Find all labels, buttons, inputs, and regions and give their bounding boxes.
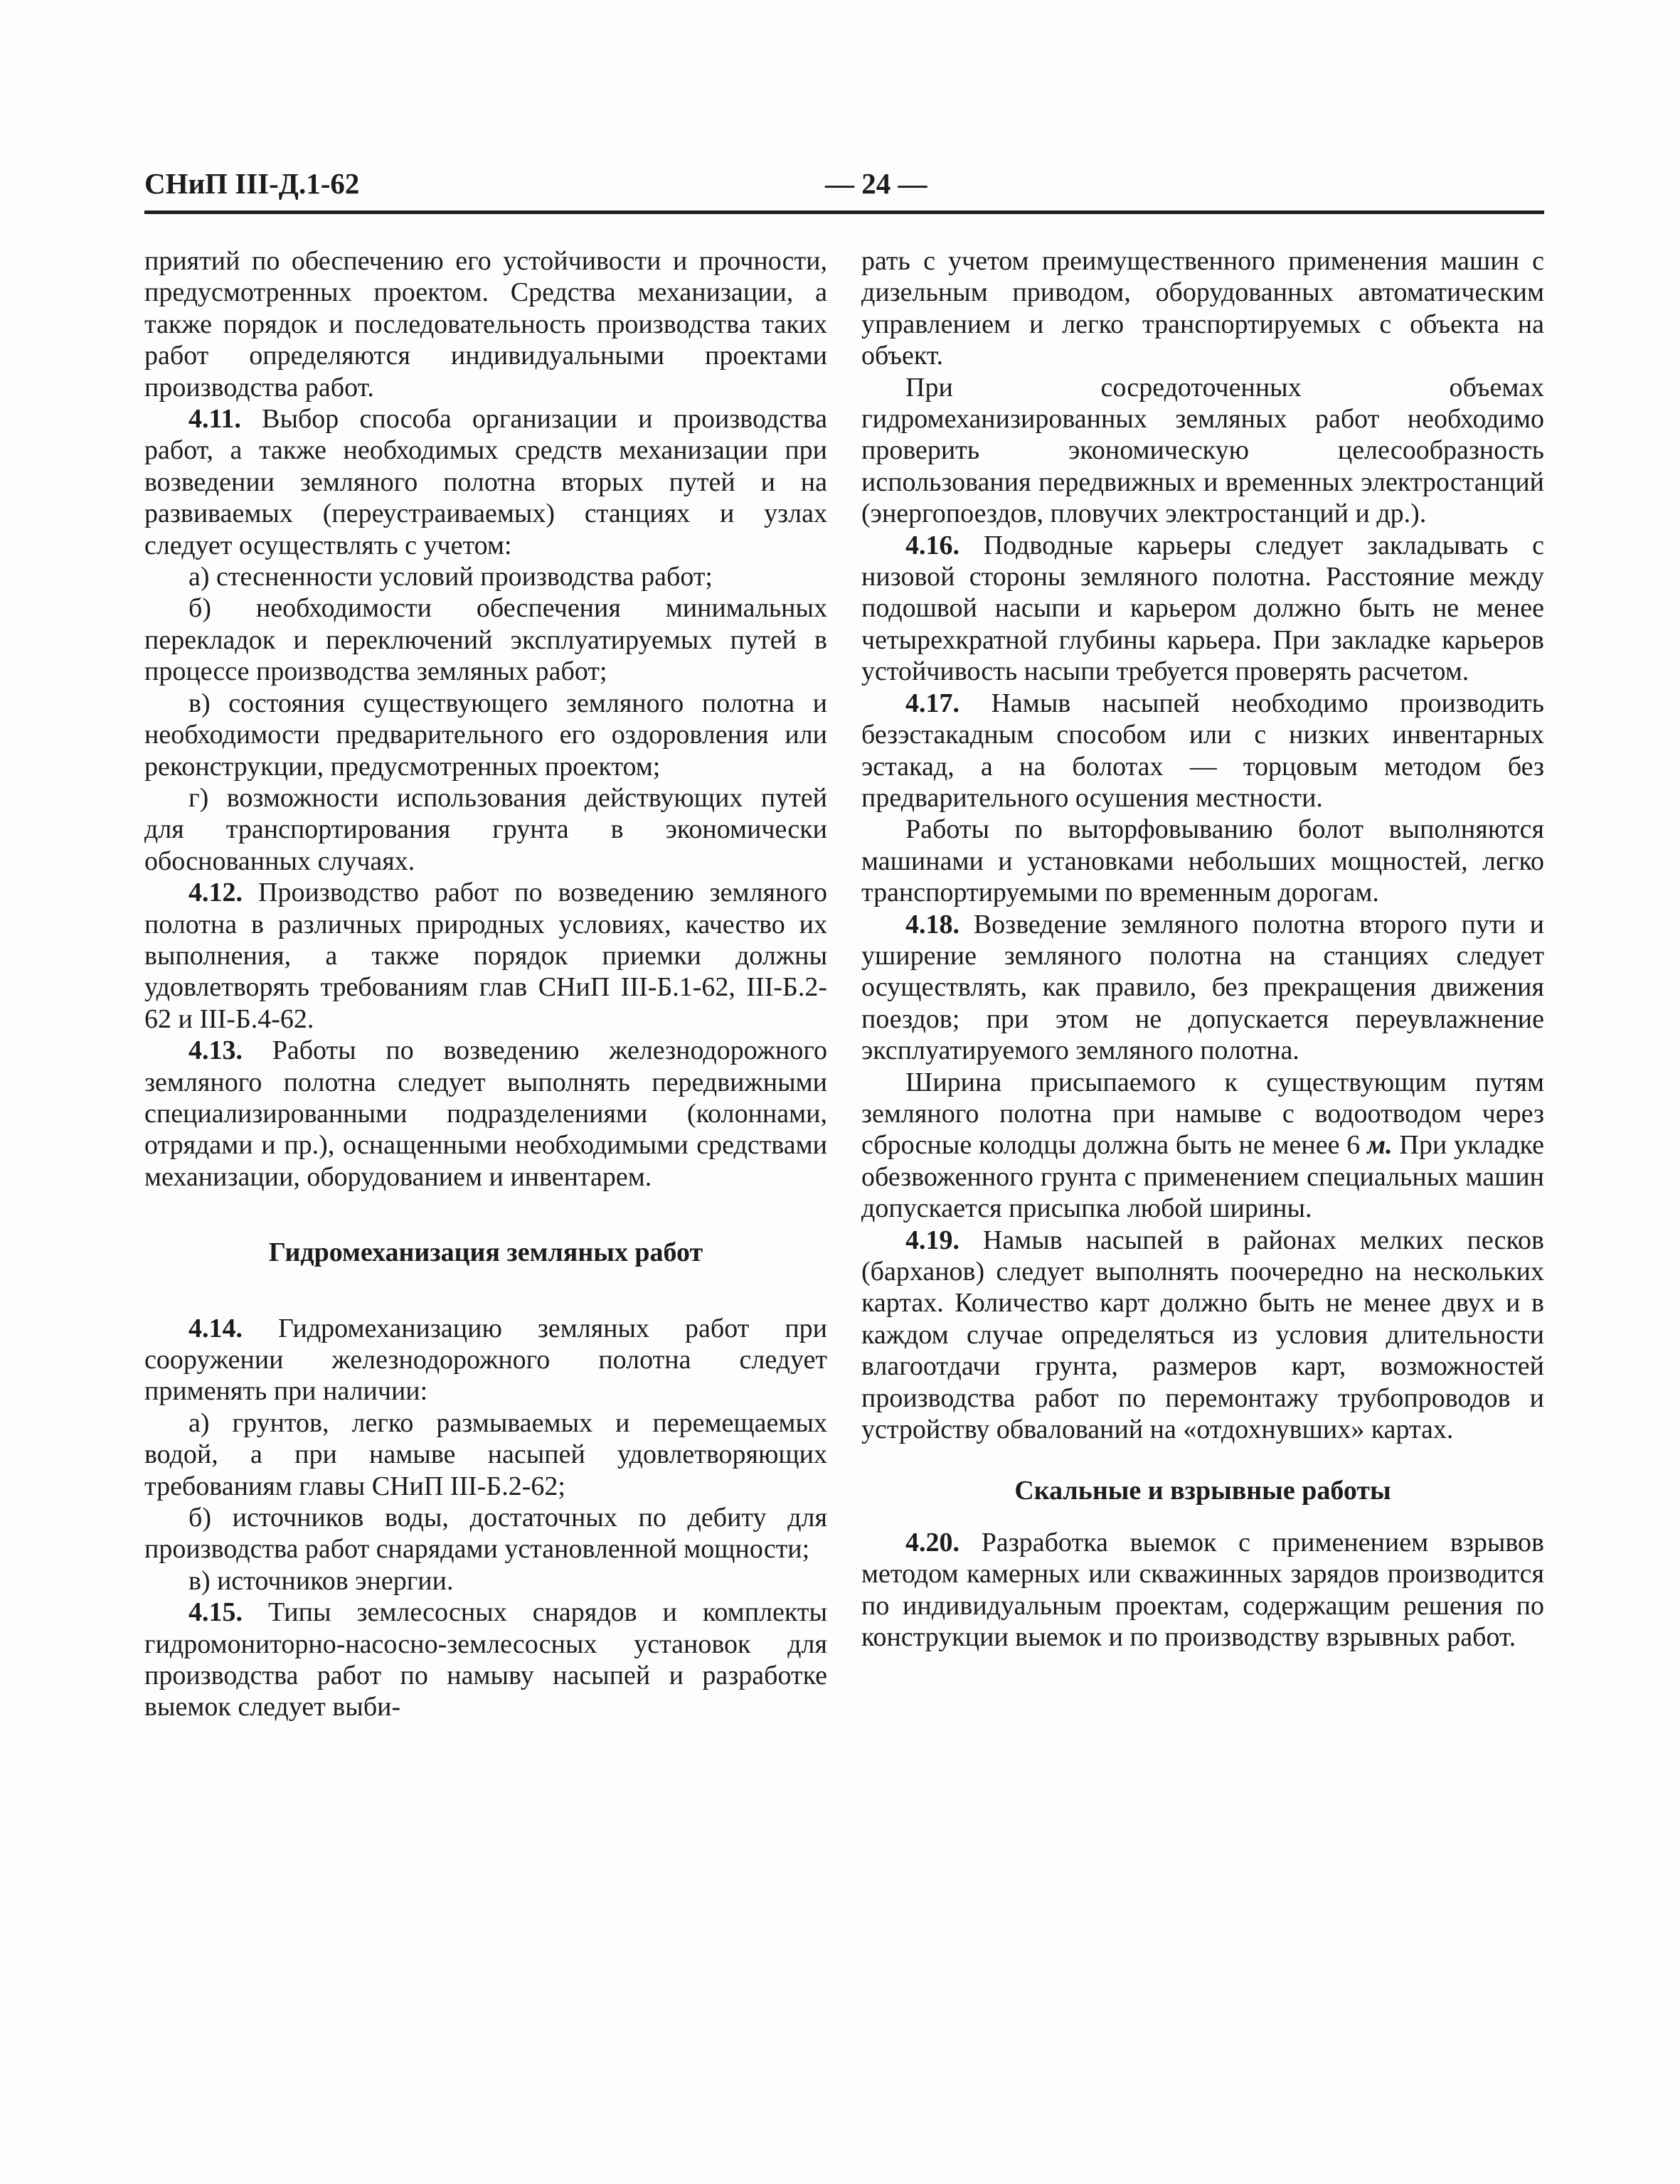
paragraph: При сосредоточенных объемах гидромеханизированных земляных работ необходимо проверить экономическую целесообразность использования передвижных и временных электростанций (энергопоездов, пловучих электростанций и др.).	[861, 372, 1544, 529]
clause-text: Намыв насыпей в районах мелких песков (барханов) следует выполнять поочередно на нескольких картах. Количество карт должно быть не менее двух и в каждом случае определяться из условия длительности влагоотдачи грунта, размеров карт, возможностей производства работ по перемонтажу трубопроводов и устройству обвалований на «отдохнувших» картах.	[861, 1225, 1544, 1445]
clause-text: Гидромеханизацию земляных работ при сооружении железнодорожного полотна следует применять при наличии:	[144, 1313, 827, 1407]
clause-number: 4.12.	[188, 878, 243, 908]
section-heading-rock-blasting: Скальные и взрывные работы	[1014, 1476, 1391, 1506]
list-item: а) стесненности условий производства работ;	[188, 562, 713, 592]
clause-text: Производство работ по возведению земляного полотна в различных природных условиях, качество их выполнения, а также порядок приемки должны удовлетворять требованиям глав СНиП III-Б.1-62, III-Б.2-62 и III-Б.4-62.	[144, 878, 827, 1034]
clause-number: 4.13.	[188, 1035, 243, 1066]
list-item: а) грунтов, легко размываемых и перемещаемых водой, а при намыве насыпей удовлетворяющих требованиям главы СНиП III-Б.2-62;	[144, 1407, 827, 1501]
clause-4-15	[144, 1597, 827, 1723]
clause-4-12	[144, 877, 827, 1035]
header-rule	[144, 211, 1544, 214]
page-number: — 24 —	[825, 167, 927, 200]
clause-number: 4.20.	[905, 1527, 959, 1557]
paragraph: рать с учетом преимущественного применения машин с дизельным приводом, оборудованных автоматическим управлением и легко транспортируемых с объекта на объект.	[861, 246, 1544, 371]
clause-4-17	[861, 688, 1544, 814]
clause-text: Работы по возведению железнодорожного земляного полотна следует выполнять передвижными специализированными подразделениями (колоннами, отрядами и пр.), оснащенными необходимыми средствами механизации, оборудованием и инвентарем.	[144, 1035, 827, 1192]
clause-text: Выбор способа организации и производства работ, а также необходимых средств механизации при возведении земляного полотна вторых путей и на развиваемых (переустраиваемых) станциях и узлах следует осуществлять с учетом:	[144, 404, 827, 560]
clause-text: Разработка выемок с применением взрывов методом камерных или скважинных зарядов производится по индивидуальным проектам, содержащим решения по конструкции выемок и по производству взрывных работ.	[861, 1527, 1544, 1653]
text-fragment: При укладке обезвоженного грунта с применением специальных машин допускается присыпка любой ширины.	[861, 1130, 1544, 1224]
clause-4-18	[861, 909, 1544, 1067]
list-item: г) возможности использования действующих путей для транспортирования грунта в экономически обоснованных случаях.	[144, 782, 827, 876]
clause-number: 4.18.	[905, 909, 959, 939]
clause-number: 4.11.	[188, 404, 241, 435]
clause-4-13	[144, 1035, 827, 1193]
paragraph: Работы по выторфовыванию болот выполняются машинами и установками небольших мощностей, легко транспортируемыми по временным дорогам.	[861, 814, 1544, 908]
left-column	[144, 245, 827, 1723]
clause-4-14	[144, 1313, 827, 1407]
paragraph	[861, 1067, 1544, 1225]
clause-4-20	[861, 1527, 1544, 1653]
text-fragment: Ширина присыпаемого к существующим путям земляного полотна при намыве с водоотводом через сбросные колодцы должна быть не менее 6	[861, 1067, 1544, 1161]
page-header	[144, 161, 1544, 206]
list-item: б) источников воды, достаточных по дебиту для производства работ снарядами установленной мощности;	[144, 1503, 827, 1565]
document-code: СНиП III-Д.1-62	[144, 167, 360, 200]
list-item: в) источников энергии.	[188, 1565, 454, 1596]
clause-text: Возведение земляного полотна второго пути и уширение земляного полотна на станциях следует осуществлять, как правило, без прекращения движения поездов; при этом не допускается переувлажнение эксплуатируемого земляного полотна.	[861, 909, 1544, 1066]
clause-number: 4.17.	[905, 688, 959, 718]
clause-text: Намыв насыпей необходимо производить безэстакадным способом или с низких инвентарных эстакад, а на болотах — торцовым методом без предварительного осушения местности.	[861, 688, 1544, 813]
clause-number: 4.14.	[188, 1313, 243, 1343]
unit-label: м.	[1367, 1130, 1393, 1161]
clause-number: 4.15.	[188, 1597, 243, 1628]
clause-4-11	[144, 403, 827, 561]
list-item: в) состояния существующего земляного полотна и необходимости предварительного его оздоровления или реконструкции, предусмотренных проектом;	[144, 688, 827, 782]
clause-4-19	[861, 1225, 1544, 1446]
paragraph: приятий по обеспечению его устойчивости и прочности, предусмотренных проектом. Средства механизации, а также порядок и последовательность производства таких работ определяются индивидуальными проектами производства работ.	[144, 246, 827, 403]
clause-4-16	[861, 530, 1544, 688]
list-item: б) необходимости обеспечения минимальных перекладок и переключений эксплуатируемых путей в процессе производства земляных работ;	[144, 593, 827, 687]
clause-text: Типы землесосных снарядов и комплекты гидромониторно-насосно-землесосных установок для производства работ по намыву насыпей и разработке выемок следует выби-	[144, 1597, 827, 1722]
section-heading-hydromechanization: Гидромеханизация земляных работ	[268, 1237, 703, 1268]
clause-number: 4.16.	[905, 530, 959, 560]
clause-text: Подводные карьеры следует закладывать с низовой стороны земляного полотна. Расстояние между подошвой насыпи и карьером должно быть не менее четырехкратной глубины карьера. При закладке карьеров устойчивость насыпи требуется проверять расчетом.	[861, 530, 1544, 687]
clause-number: 4.19.	[905, 1225, 959, 1255]
right-column	[861, 245, 1544, 1653]
